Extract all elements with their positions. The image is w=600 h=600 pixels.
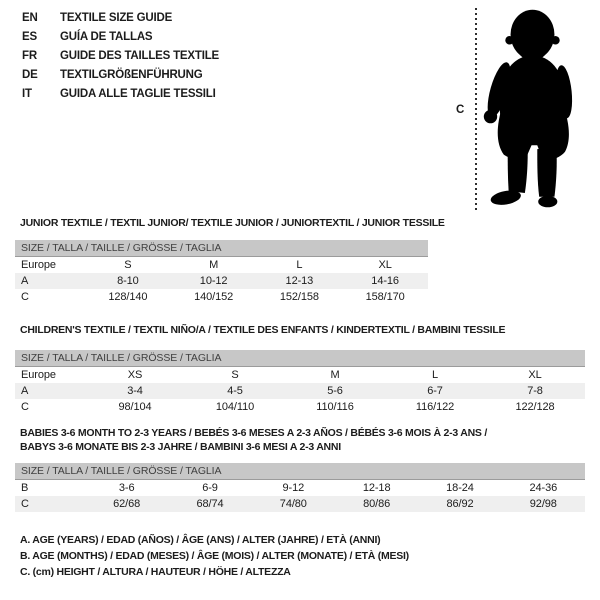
cell-value: 24-36: [529, 482, 558, 494]
cell-value: XL: [528, 368, 542, 381]
row-label: C: [21, 290, 29, 303]
table-row: [15, 289, 428, 305]
language-row: [22, 85, 219, 104]
cell-value: 8-10: [117, 274, 139, 287]
cell-value: S: [231, 368, 239, 381]
size-header-bar: SIZE / TALLA / TAILLE / GRÖSSE / TAGLIA: [15, 240, 428, 257]
cell-value: 128/140: [108, 290, 148, 303]
row-label: C: [21, 498, 29, 510]
measurement-legend: [20, 532, 409, 580]
language-list: [22, 9, 219, 104]
cell-value: 122/128: [515, 400, 555, 413]
table-title: [15, 217, 445, 231]
table-title-line: JUNIOR TEXTILE / TEXTIL JUNIOR/ TEXTILE JUNIOR / JUNIORTEXTIL / JUNIOR TESSILE: [20, 217, 445, 229]
cell-value: 62/68: [113, 498, 141, 510]
language-code: DE: [22, 69, 38, 81]
cell-value: 6-9: [202, 482, 218, 494]
cell-value: M: [330, 368, 340, 381]
cell-value: 80/86: [363, 498, 391, 510]
cell-value: 92/98: [529, 498, 557, 510]
guide-title: GUIDA ALLE TAGLIE TESSILI: [60, 88, 216, 100]
cell-value: 6-7: [427, 384, 443, 397]
cell-value: M: [209, 258, 219, 271]
table-title-line: CHILDREN'S TEXTILE / TEXTIL NIÑO/A / TEXTILE DES ENFANTS / KINDERTEXTIL / BAMBINI TESSILE: [20, 324, 506, 336]
guide-title: TEXTILGRÖßENFÜHRUNG: [60, 69, 203, 81]
table-row: [15, 273, 428, 289]
cell-value: 152/158: [279, 290, 319, 303]
cell-value: 9-12: [282, 482, 305, 494]
cell-value: 12-13: [285, 274, 314, 287]
table-title: [15, 427, 585, 454]
guide-title: TEXTILE SIZE GUIDE: [60, 12, 173, 24]
cell-value: L: [296, 258, 303, 271]
language-code: IT: [22, 88, 32, 100]
language-code: EN: [22, 12, 38, 24]
babies-textile-table: [15, 427, 585, 512]
cell-value: S: [124, 258, 132, 271]
legend-line: C. (cm) HEIGHT / ALTURA / HAUTEUR / HÖHE / ALTEZZA: [20, 566, 291, 578]
cell-value: 10-12: [199, 274, 228, 287]
row-label: B: [21, 482, 29, 494]
height-measure-label: C: [456, 104, 465, 116]
table-rows: [15, 480, 585, 512]
cell-value: 86/92: [446, 498, 474, 510]
language-row: [22, 47, 219, 66]
legend-line: B. AGE (MONTHS) / EDAD (MESES) / ÂGE (MOIS) / ALTER (MONATE) / ETÀ (MESI): [20, 550, 409, 562]
cell-value: 14-16: [371, 274, 399, 287]
cell-value: 74/80: [279, 498, 307, 510]
size-header-bar: SIZE / TALLA / TAILLE / GRÖSSE / TAGLIA: [15, 463, 585, 480]
row-label: A: [21, 384, 29, 397]
children-textile-table: [15, 324, 585, 415]
table-title-line: BABIES 3-6 MONTH TO 2-3 YEARS / BEBÉS 3-6 MESES A 2-3 AÑOS / BÉBÉS 3-6 MOIS À 2-3 ANS /: [20, 427, 488, 439]
row-label: C: [21, 400, 29, 413]
table-title-line: BABYS 3-6 MONATE BIS 2-3 JAHRE / BAMBINI 3-6 MESI A 2-3 ANNI: [20, 440, 341, 453]
cell-value: 4-5: [227, 384, 243, 397]
height-measure-dotted-line: [475, 8, 477, 211]
cell-value: 3-4: [127, 384, 143, 397]
cell-value: XS: [127, 368, 143, 381]
guide-title: GUIDE DES TAILLES TEXTILE: [60, 50, 219, 62]
cell-value: XL: [378, 258, 392, 271]
table-row: [15, 496, 585, 512]
cell-value: L: [431, 368, 439, 381]
junior-textile-table: [15, 217, 445, 305]
language-code: FR: [22, 50, 37, 62]
language-row: [22, 28, 219, 47]
size-header-bar: SIZE / TALLA / TAILLE / GRÖSSE / TAGLIA: [15, 350, 585, 367]
language-row: [22, 66, 219, 85]
cell-value: 18-24: [446, 482, 474, 494]
cell-value: 3-6: [118, 482, 135, 494]
table-row: [15, 480, 585, 496]
row-label: Europe: [21, 258, 56, 271]
language-code: ES: [22, 31, 37, 43]
cell-value: 7-8: [527, 384, 543, 397]
cell-value: 104/110: [215, 400, 255, 413]
row-label: A: [21, 274, 29, 287]
guide-title: GUÍA DE TALLAS: [60, 31, 153, 43]
cell-value: 158/170: [365, 290, 405, 303]
table-rows: [15, 257, 428, 305]
cell-value: 116/122: [415, 400, 455, 413]
row-label: Europe: [21, 368, 56, 381]
language-row: [22, 9, 219, 28]
cell-value: 110/116: [316, 400, 354, 413]
legend-line: A. AGE (YEARS) / EDAD (AÑOS) / ÂGE (ANS) / ALTER (JAHRE) / ETÀ (ANNI): [20, 534, 381, 546]
cell-value: 68/74: [196, 498, 224, 510]
table-row: [15, 367, 585, 383]
cell-value: 5-6: [327, 384, 343, 397]
table-title: [15, 324, 585, 338]
table-row: [15, 383, 585, 399]
baby-silhouette-icon: [480, 5, 585, 212]
table-row: [15, 399, 585, 415]
cell-value: 98/104: [118, 400, 152, 413]
table-rows: [15, 367, 585, 415]
cell-value: 140/152: [194, 290, 234, 303]
cell-value: 12-18: [362, 482, 391, 494]
table-row: [15, 257, 428, 273]
